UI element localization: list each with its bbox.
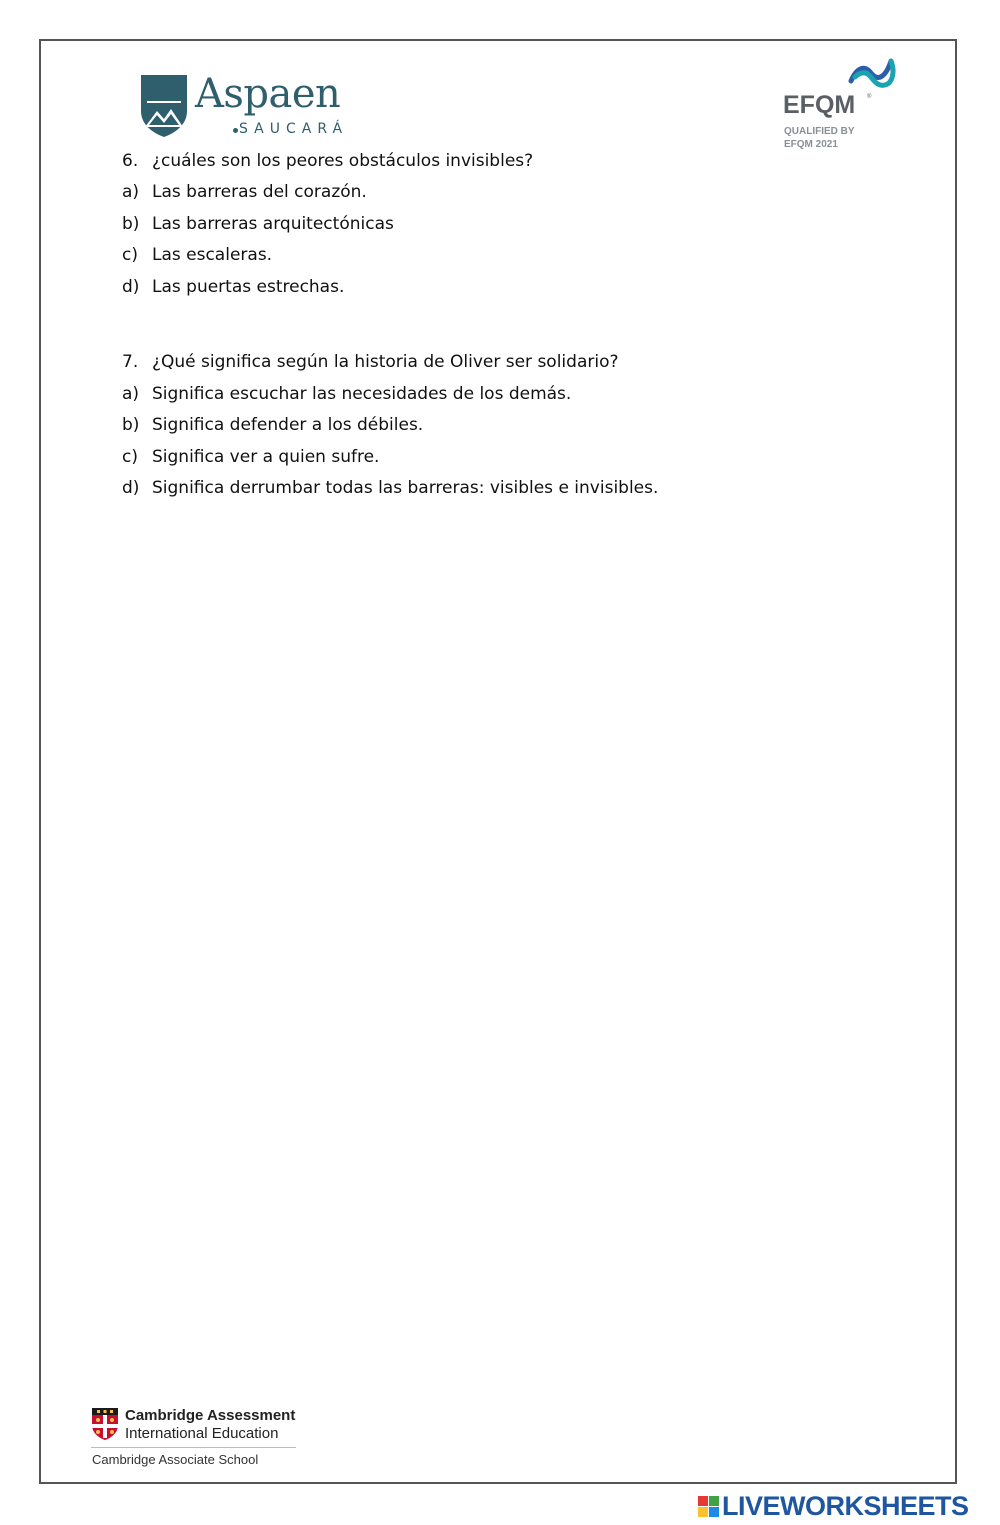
option-row[interactable] [122, 177, 922, 209]
question-row [122, 347, 922, 379]
cambridge-line2: International Education [125, 1425, 279, 1442]
question-number: 6. [122, 150, 139, 171]
liveworksheets-watermark [698, 1491, 969, 1521]
cambridge-logo [91, 1405, 331, 1475]
option-letter: d) [122, 276, 140, 297]
option-row[interactable] [122, 208, 922, 240]
aspaen-logo [137, 69, 387, 141]
option-row[interactable] [122, 271, 922, 303]
option-text: Significa ver a quien sufre. [152, 446, 380, 467]
option-letter: b) [122, 213, 140, 234]
option-letter: b) [122, 415, 140, 436]
option-text: Las barreras del corazón. [152, 182, 367, 203]
option-row[interactable] [122, 378, 922, 410]
liveworksheets-text: LIVEWORKSHEETS [722, 1490, 969, 1521]
option-letter: a) [122, 182, 140, 203]
cambridge-crest-icon [91, 1407, 119, 1441]
efqm-logo-name: EFQM [783, 91, 856, 119]
aspaen-shield-icon [137, 71, 191, 137]
option-letter: c) [122, 245, 138, 266]
aspaen-logo-name: Aspaen [195, 71, 341, 117]
option-text: Las escaleras. [152, 245, 273, 266]
option-letter: d) [122, 478, 140, 499]
aspaen-logo-sub: SAUCARÁ [239, 121, 349, 137]
option-text: Significa defender a los débiles. [152, 415, 424, 436]
question-text: ¿Qué significa según la historia de Oliver ser solidario? [152, 352, 619, 373]
question-7 [122, 347, 922, 505]
option-row[interactable] [122, 240, 922, 272]
question-number: 7. [122, 352, 139, 373]
option-row[interactable] [122, 410, 922, 442]
efqm-mark-icon [847, 53, 897, 91]
option-text: Significa escuchar las necesidades de los demás. [152, 383, 572, 404]
option-text: Las puertas estrechas. [152, 276, 345, 297]
option-text: Significa derrumbar todas las barreras: visibles e invisibles. [152, 478, 659, 499]
option-text: Las barreras arquitectónicas [152, 213, 394, 234]
question-text: ¿cuáles son los peores obstáculos invisibles? [152, 150, 534, 171]
option-letter: a) [122, 383, 140, 404]
aspaen-dot-icon [233, 128, 238, 133]
efqm-trademark: ® [867, 94, 872, 100]
option-letter: c) [122, 446, 138, 467]
question-6 [122, 145, 922, 303]
efqm-qualified-by: QUALIFIED BY [784, 126, 855, 137]
questions [122, 145, 922, 504]
option-row[interactable] [122, 473, 922, 505]
liveworksheets-badge-icon [698, 1496, 719, 1517]
cambridge-associate: Cambridge Associate School [92, 1452, 259, 1467]
efqm-year: EFQM 2021 [784, 139, 838, 150]
cambridge-divider [91, 1447, 296, 1448]
efqm-logo [783, 53, 903, 153]
option-row[interactable] [122, 441, 922, 473]
worksheet-page [39, 39, 957, 1484]
cambridge-line1: Cambridge Assessment [125, 1407, 296, 1424]
question-row [122, 145, 922, 177]
